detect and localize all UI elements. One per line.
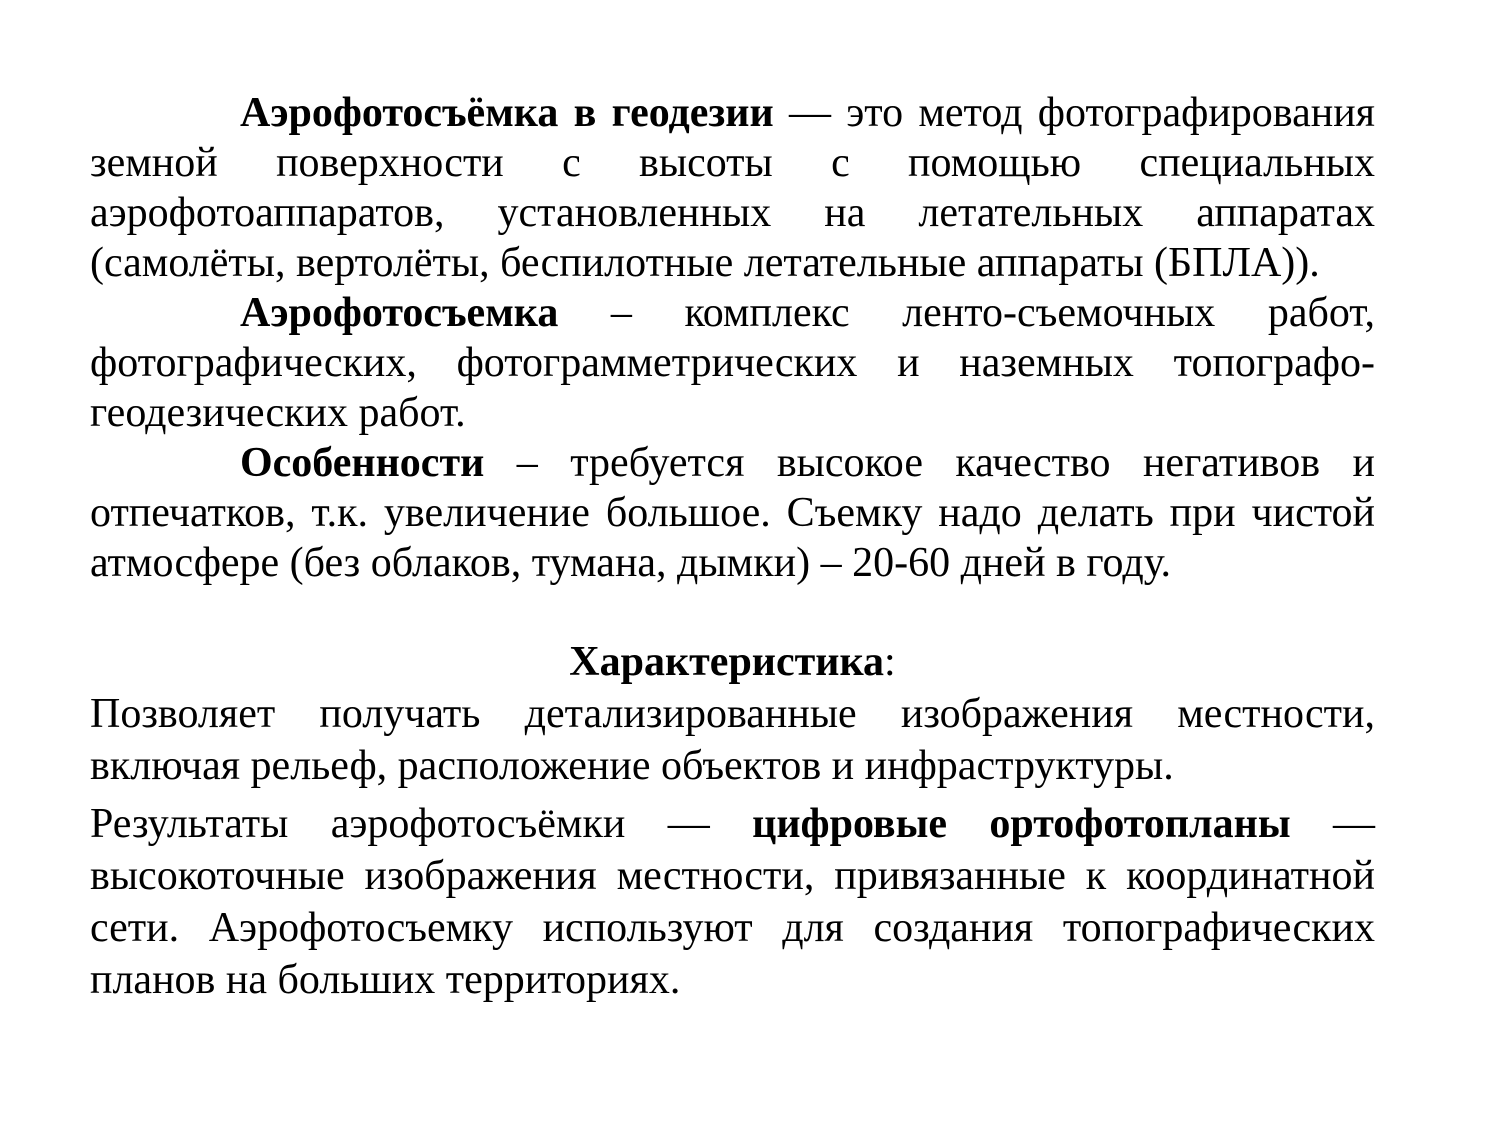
paragraph-definition-geodesy xyxy=(90,88,1375,288)
term-aerial-photography-geodesy: Аэрофотосъёмка в геодезии xyxy=(240,90,774,136)
paragraph-capability xyxy=(90,688,1375,792)
paragraph-capability-text: Позволяет получать детализированные изображения местности, включая рельеф, расположение объектов и инфраструктуры. xyxy=(90,691,1375,789)
heading-characteristics xyxy=(90,636,1375,688)
heading-characteristics-word: Характеристика xyxy=(569,639,885,685)
term-aerial-photography: Аэрофотосъемка xyxy=(240,290,559,336)
paragraph-features xyxy=(90,438,1375,588)
paragraph-definition-complex-text: – комплекс ленто-съемочных работ, фотографических, фотограмметрических и наземных топографо-геодезических работ. xyxy=(90,290,1375,436)
term-digital-orthophotoplans: цифровые ортофотопланы xyxy=(752,801,1291,847)
paragraph-features-text: – требуется высокое качество негативов и отпечатков, т.к. увеличение большое. Съемку надо делать при чистой атмосфере (без облаков, тумана, дымки) – 20-60 дней в году. xyxy=(90,440,1375,586)
term-features: Особенности xyxy=(240,440,485,486)
paragraph-results-lead: Результаты аэрофотосъёмки — xyxy=(90,801,753,847)
paragraph-definition-geodesy-text: — это метод фотографирования земной поверхности с высоты с помощью специальных аэрофотоаппаратов, установленных на летательных аппаратах (самолёты, вертолёты, беспилотные летательные аппараты (БПЛА)). xyxy=(90,90,1375,286)
paragraph-definition-complex xyxy=(90,288,1375,438)
paragraph-results-text: — высокоточные изображения местности, привязанные к координатной сети. Аэрофотосъемку используют для создания топографических планов на больших территориях. xyxy=(90,801,1376,1003)
paragraph-results xyxy=(90,798,1375,1006)
heading-characteristics-colon: : xyxy=(884,639,896,685)
